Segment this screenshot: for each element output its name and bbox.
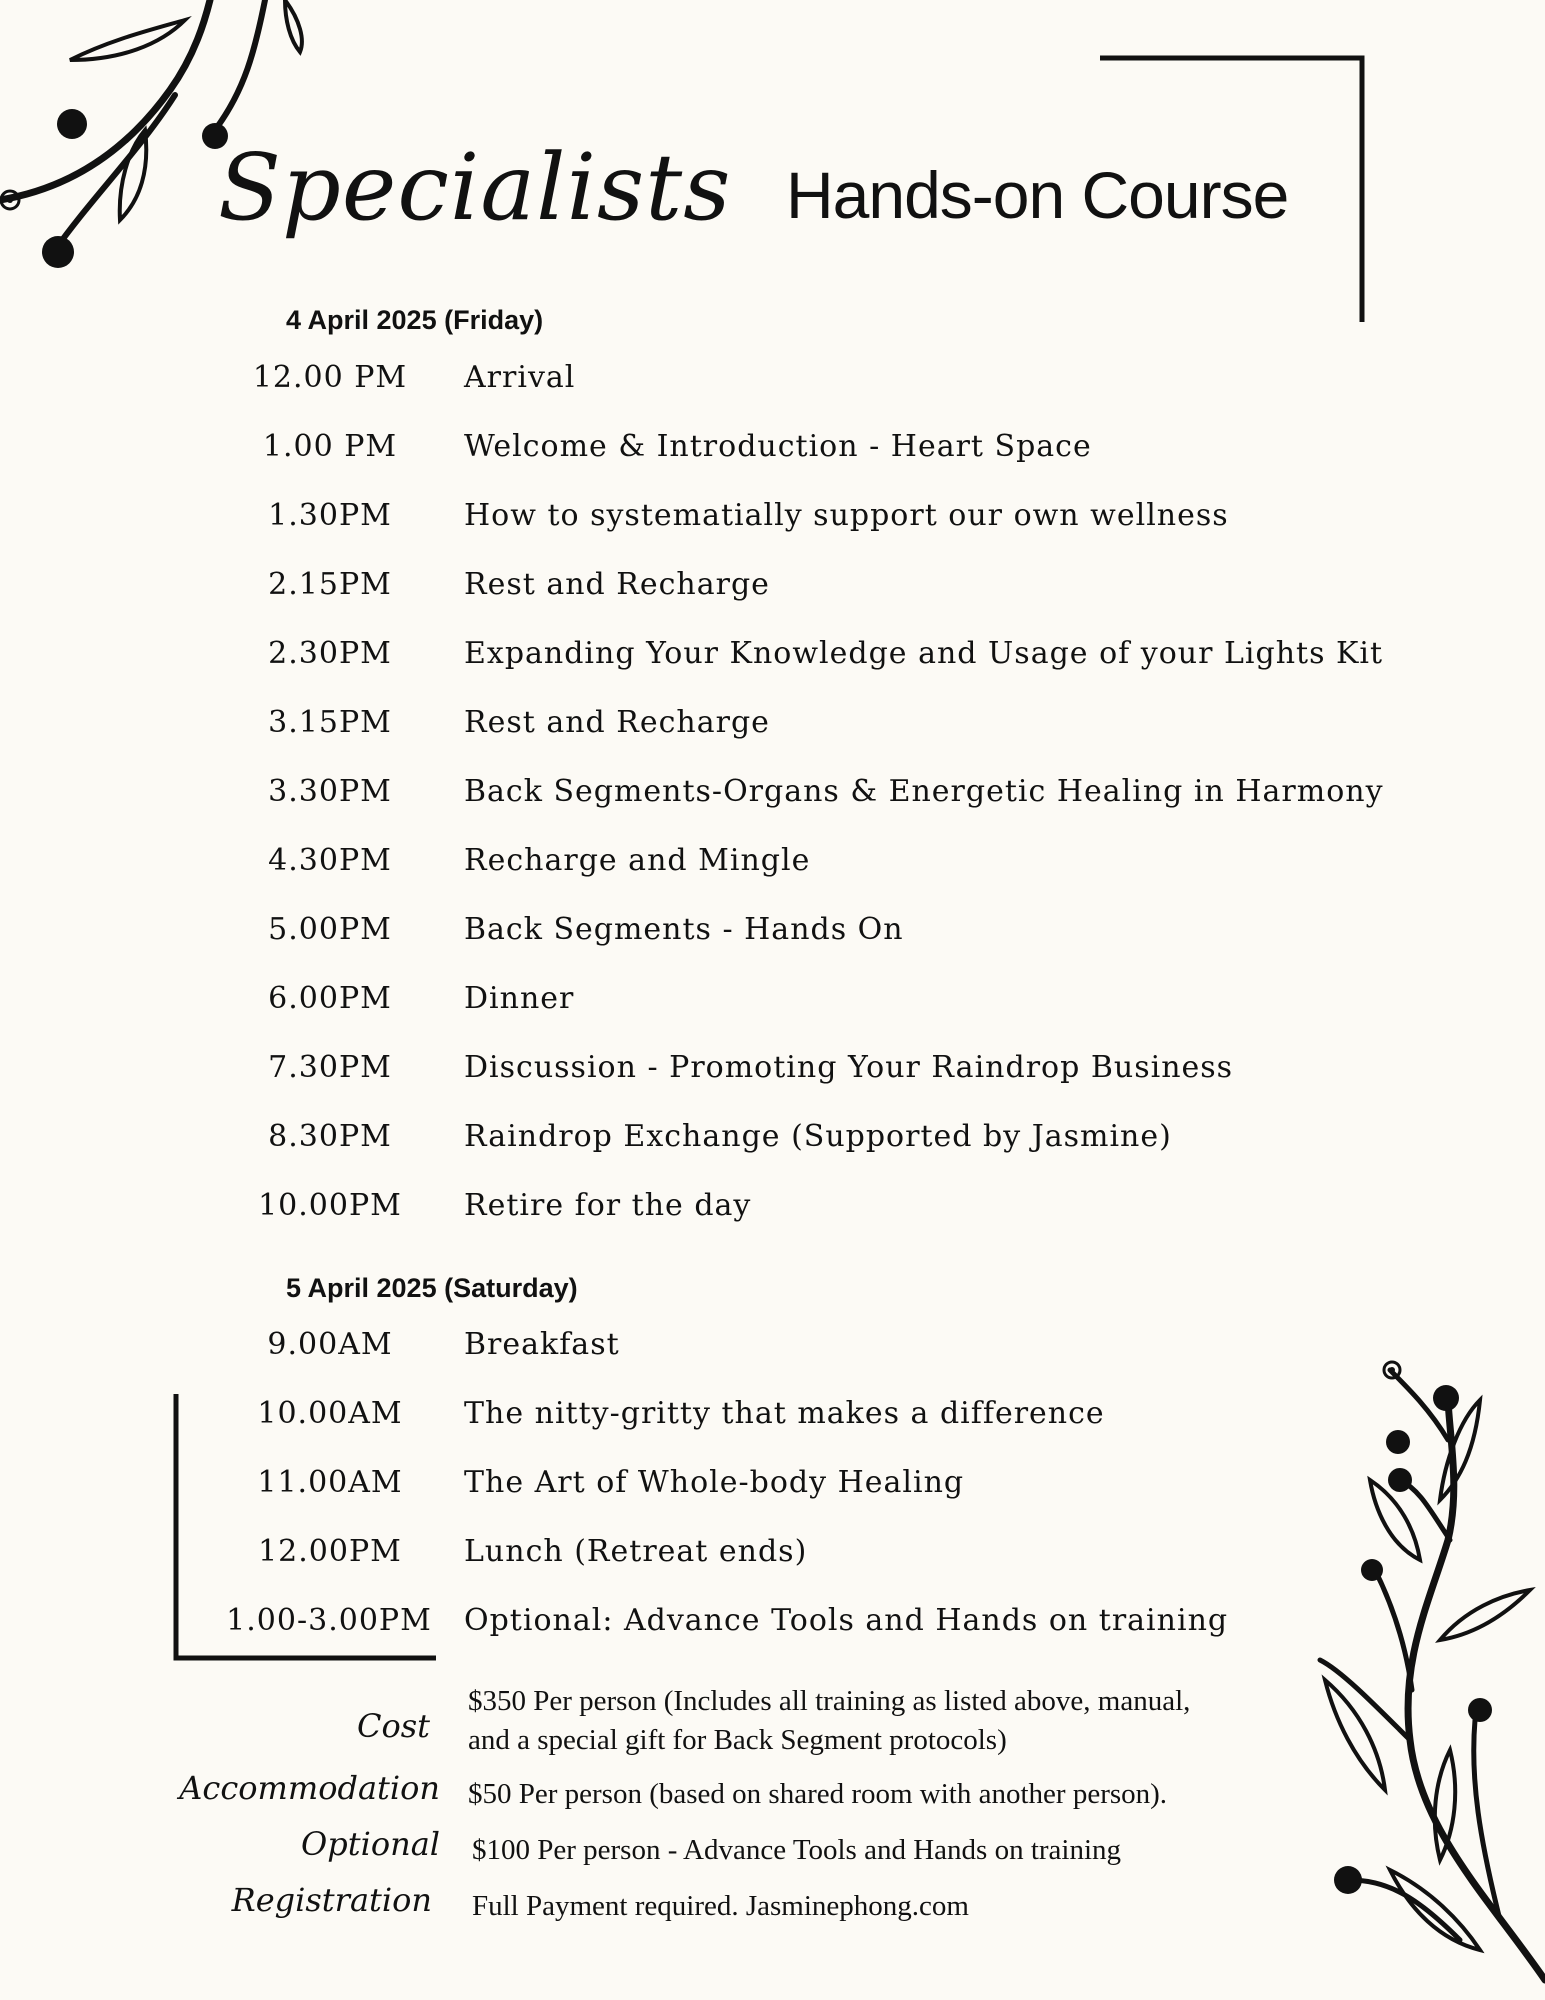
schedule-event: Breakfast xyxy=(464,1327,620,1362)
schedule-event: Rest and Recharge xyxy=(464,567,770,602)
schedule-event: Raindrop Exchange (Supported by Jasmine) xyxy=(464,1119,1172,1154)
schedule-time: 9.00AM xyxy=(267,1327,393,1362)
page-title: Hands-on Course xyxy=(786,158,1289,232)
schedule-time: 4.30PM xyxy=(268,843,392,878)
registration-text: Full Payment required. Jasminephong.com xyxy=(472,1890,969,1922)
schedule-event: Expanding Your Knowledge and Usage of your Lights Kit xyxy=(464,636,1384,671)
schedule-time: 5.00PM xyxy=(268,912,392,947)
schedule-event: Arrival xyxy=(464,360,576,395)
script-title: Specialists xyxy=(218,134,732,241)
optional-label: Optional xyxy=(301,1825,440,1863)
schedule-time: 12.00PM xyxy=(258,1534,402,1569)
registration-label: Registration xyxy=(231,1881,432,1919)
schedule-time: 10.00PM xyxy=(258,1188,402,1223)
schedule-event: The Art of Whole-body Healing xyxy=(464,1465,965,1500)
schedule-event: Welcome & Introduction - Heart Space xyxy=(464,429,1092,464)
schedule-time: 10.00AM xyxy=(257,1396,403,1431)
schedule-event: Retire for the day xyxy=(464,1188,752,1223)
accommodation-text: $50 Per person (based on shared room with another person). xyxy=(468,1778,1168,1810)
schedule-time: 11.00AM xyxy=(257,1465,403,1500)
schedule-time: 12.00 PM xyxy=(252,360,408,395)
day-date-friday: 4 April 2025 (Friday) xyxy=(286,305,544,335)
schedule-time: 1.00 PM xyxy=(262,429,398,464)
schedule-event: Discussion - Promoting Your Raindrop Business xyxy=(464,1050,1234,1085)
schedule-time: 2.30PM xyxy=(268,636,392,671)
day-date-saturday: 5 April 2025 (Saturday) xyxy=(286,1273,578,1303)
cost-label: Cost xyxy=(356,1707,430,1745)
schedule-event: Recharge and Mingle xyxy=(464,843,811,878)
schedule-time: 7.30PM xyxy=(268,1050,392,1085)
schedule-event: How to systematially support our own wellness xyxy=(464,498,1229,533)
schedule-event: Back Segments-Organs & Energetic Healing in Harmony xyxy=(464,774,1384,809)
schedule-time: 8.30PM xyxy=(268,1119,392,1154)
schedule-event: Dinner xyxy=(464,981,575,1016)
schedule-event: Lunch (Retreat ends) xyxy=(464,1534,808,1569)
schedule-time: 3.15PM xyxy=(268,705,392,740)
schedule-event: Optional: Advance Tools and Hands on training xyxy=(464,1603,1229,1638)
cost-text-line1: $350 Per person (Includes all training as listed above, manual, xyxy=(468,1685,1191,1717)
accommodation-label: Accommodation xyxy=(179,1769,440,1807)
schedule-event: The nitty-gritty that makes a difference xyxy=(464,1396,1105,1431)
optional-text: $100 Per person - Advance Tools and Hands on training xyxy=(472,1834,1122,1866)
schedule-time: 2.15PM xyxy=(268,567,392,602)
bottom-right-leaf-branch-icon xyxy=(1300,1360,1545,2000)
schedule-time: 1.30PM xyxy=(268,498,392,533)
schedule-time: 3.30PM xyxy=(268,774,392,809)
schedule-event: Back Segments - Hands On xyxy=(464,912,904,947)
schedule-time: 1.00-3.00PM xyxy=(226,1603,432,1638)
cost-text-line2: and a special gift for Back Segment protocols) xyxy=(468,1724,1007,1756)
schedule-event: Rest and Recharge xyxy=(464,705,770,740)
schedule-time: 6.00PM xyxy=(268,981,392,1016)
